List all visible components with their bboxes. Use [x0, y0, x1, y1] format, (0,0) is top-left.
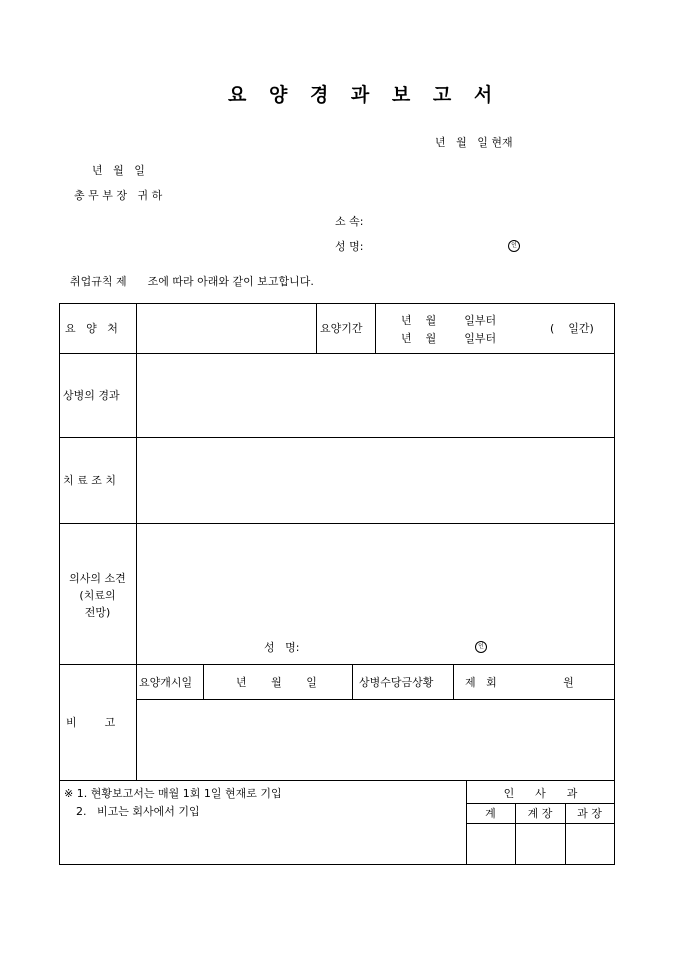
care-start-label: 요양개시일	[139, 676, 193, 689]
remarks-field[interactable]	[140, 703, 610, 776]
table-border-bottom	[59, 864, 615, 865]
doctor-opinion-label: 의사의 소견 (치료의 전망)	[69, 572, 126, 619]
illness-progress-label: 상병의 경과	[63, 389, 120, 402]
approval-col-chief: 계 장	[527, 807, 553, 820]
approval-stamp-staff[interactable]	[467, 824, 515, 864]
reporter-name-label: 성 명:	[335, 240, 364, 253]
footnote-2: 2. 비고는 회사에서 기입	[76, 805, 200, 818]
approval-col-staff: 계	[485, 807, 496, 820]
document-title: 요 양 경 과 보 고 서	[228, 84, 501, 106]
approval-stamp-chief[interactable]	[516, 824, 565, 864]
col-divider	[203, 664, 204, 699]
col-divider	[316, 303, 317, 353]
doctor-seal-icon: 인	[475, 641, 487, 653]
seal-icon: 인	[508, 240, 520, 252]
col-divider	[352, 664, 353, 699]
approval-divider	[466, 803, 615, 804]
approval-stamp-manager[interactable]	[566, 824, 614, 864]
intro-text: 취업규칙 제 조에 따라 아래와 같이 보고합니다.	[70, 275, 314, 288]
as-of-date[interactable]: 년 월 일 현재	[435, 136, 513, 149]
row-divider	[59, 353, 615, 354]
care-start-date[interactable]: 년 월 일	[236, 676, 317, 689]
report-date[interactable]: 년 월 일	[92, 164, 145, 177]
remarks-label: 비 고	[66, 716, 116, 729]
treatment-field[interactable]	[140, 441, 610, 519]
row-divider	[59, 664, 615, 665]
period-to[interactable]: 년 월 일부터	[401, 332, 497, 345]
period-from[interactable]: 년 월 일부터	[401, 314, 497, 327]
table-border-top	[59, 303, 615, 304]
approval-department: 인 사 과	[503, 787, 578, 800]
approval-col-manager: 과 장	[577, 807, 602, 820]
doctor-opinion-field[interactable]	[140, 527, 610, 632]
care-place-field[interactable]	[140, 313, 314, 349]
col-divider	[375, 303, 376, 353]
col-divider	[453, 664, 454, 699]
row-divider	[59, 780, 615, 781]
doctor-name-label: 성 명:	[264, 641, 300, 654]
row-divider	[59, 523, 615, 524]
footnote-1: ※ 1. 현황보고서는 매월 1회 1일 현재로 기입	[64, 787, 282, 800]
row-divider	[136, 699, 615, 700]
care-place-label: 요 양 처	[65, 322, 118, 335]
row-divider	[59, 437, 615, 438]
illness-progress-field[interactable]	[140, 357, 610, 433]
allowance-value[interactable]: 제 회 원	[465, 676, 574, 689]
label-column-divider	[136, 303, 137, 780]
care-period-label: 요양기간	[320, 322, 363, 335]
affiliation-label: 소 속:	[335, 215, 364, 228]
sickness-allowance-label: 상병수당금상황	[359, 676, 434, 689]
addressee: 총 무 부 장 귀 하	[74, 189, 163, 202]
treatment-label: 치 료 조 치	[63, 474, 116, 487]
period-days[interactable]: ( 일간)	[550, 322, 594, 335]
